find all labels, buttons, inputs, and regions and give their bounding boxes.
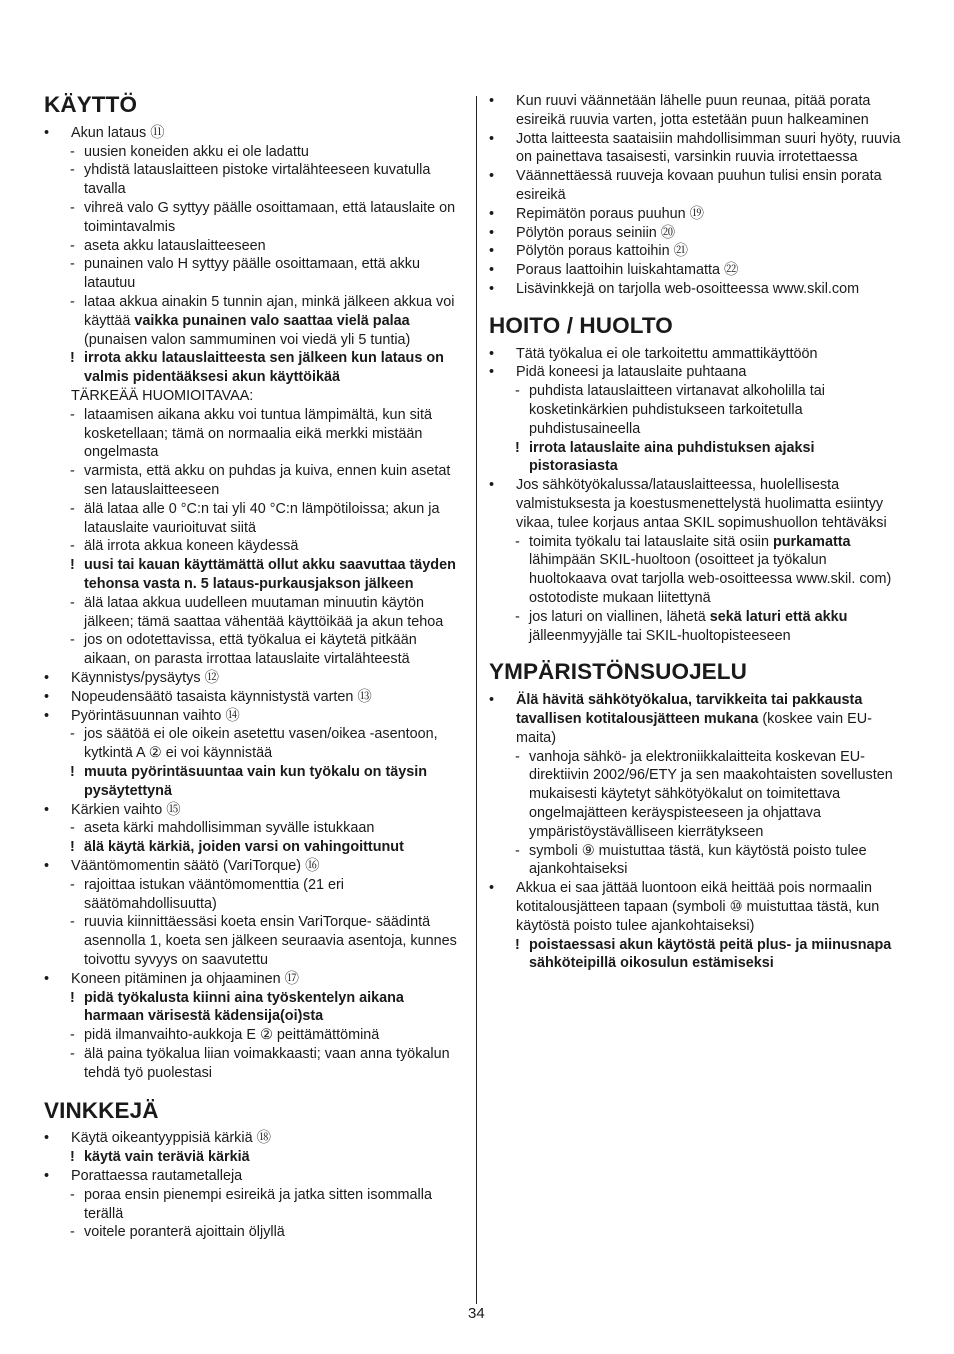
dash-icon: - xyxy=(70,500,75,517)
bullet-icon: • xyxy=(489,364,495,381)
body-text: poraa ensin pienempi esireikä ja jatka sitten isommalla terällä xyxy=(84,1186,432,1222)
dash-item xyxy=(44,819,466,838)
body-text: Poraus laattoihin luiskahtamatta ㉒ xyxy=(516,262,739,279)
body-text: symboli ⑨ muistuttaa tästä, kun käytöstä poisto tulee ajankohtaiseksi xyxy=(529,842,867,878)
dash-item xyxy=(44,876,466,914)
bullet-icon: • xyxy=(44,801,50,818)
bullet-icon: • xyxy=(44,688,50,705)
bullet-icon: • xyxy=(489,880,495,897)
dash-item xyxy=(489,842,907,880)
bold-text: Älä hävitä sähkötyökalua, tarvikkeita tai pakkausta tavallisen kotitalousjätteen mukana xyxy=(516,692,863,728)
body-text: Repimätön poraus puuhun ⑲ xyxy=(516,205,704,222)
warning-icon: ! xyxy=(515,936,520,953)
dash-item xyxy=(44,913,466,969)
body-text: Kärkien vaihto ⑮ xyxy=(71,801,181,818)
bold-text: sekä laturi että akku xyxy=(709,608,848,625)
section-vinkkeja xyxy=(44,1098,466,1243)
warning-item xyxy=(44,1148,466,1167)
bullet-icon: • xyxy=(44,124,50,141)
warning-item xyxy=(44,556,466,594)
bullet-icon: • xyxy=(44,1167,50,1184)
dash-item xyxy=(489,748,907,842)
dash-icon: - xyxy=(70,143,75,160)
dash-item xyxy=(44,462,466,500)
dash-item xyxy=(44,500,466,538)
bullet-item xyxy=(489,205,907,224)
section-hoito-huolto xyxy=(489,313,907,646)
bullet-item xyxy=(489,345,907,364)
bullet-item xyxy=(489,879,907,935)
body-text: Käytä oikeantyyppisiä kärkiä ⑱ xyxy=(71,1130,271,1147)
dash-icon: - xyxy=(70,1224,75,1241)
bullet-item xyxy=(489,92,907,130)
bullet-item xyxy=(44,688,466,707)
body-text: Väännettäessä ruuveja kovaan puuhun tulisi ensin porata esireikä xyxy=(516,168,882,203)
bullet-icon: • xyxy=(489,205,495,222)
dash-icon: - xyxy=(70,876,75,893)
body-text: pidä ilmanvaihto-aukkoja E ② peittämättöminä xyxy=(84,1027,380,1044)
dash-icon: - xyxy=(515,842,520,859)
warning-item xyxy=(44,349,466,387)
body-text: Pölytön poraus kattoihin ㉑ xyxy=(516,243,688,260)
dash-item xyxy=(489,382,907,438)
bullet-icon: • xyxy=(489,168,495,185)
body-text: punainen valo H syttyy päälle osoittamaan, että akku latautuu xyxy=(84,256,420,292)
body-text: aseta akku latauslaitteeseen xyxy=(84,237,266,254)
body-text: Lisävinkkejä on tarjolla web-osoitteessa www.skil.com xyxy=(516,280,860,297)
body-text: Käynnistys/pysäytys ⑫ xyxy=(71,669,219,686)
bullet-icon: • xyxy=(489,345,495,362)
body-text: Nopeudensäätö tasaista käynnistystä varten ⑬ xyxy=(71,688,372,705)
warning-icon: ! xyxy=(515,439,520,456)
bold-text: käytä vain teräviä kärkiä xyxy=(84,1149,250,1166)
body-text: Tätä työkalua ei ole tarkoitettu ammattikäyttöön xyxy=(516,345,818,362)
warning-icon: ! xyxy=(70,1149,75,1166)
body-text: ruuvia kiinnittäessäsi koeta ensin VariTorque- säädintä asennolla 1, koeta sen jälkeen seuraavia asentoja, kunnes toivottu syvyys on saavutettu xyxy=(84,914,457,968)
dash-item xyxy=(44,255,466,293)
bold-text: älä käytä kärkiä, joiden varsi on vahingoittunut xyxy=(84,839,404,856)
bullet-item xyxy=(44,857,466,876)
dash-icon: - xyxy=(515,608,520,625)
section-continued xyxy=(489,92,907,299)
dash-item xyxy=(44,1045,466,1083)
item-list xyxy=(44,1129,466,1242)
page-number: 34 xyxy=(468,1305,485,1322)
section-heading: VINKKEJÄ xyxy=(44,1097,159,1123)
body-text: Pölytön poraus seiniin ⑳ xyxy=(516,224,676,241)
body-text: aseta kärki mahdollisimman syvälle istukkaan xyxy=(84,820,375,837)
body-text: toimita työkalu tai latauslaite sitä osiin xyxy=(529,533,773,550)
body-text: (koskee vain EU-maita) xyxy=(516,711,872,746)
warning-icon: ! xyxy=(70,763,75,780)
bullet-icon: • xyxy=(489,262,495,279)
bullet-item xyxy=(489,691,907,747)
body-text: (punaisen valon sammuminen voi viedä yli 5 tuntia) xyxy=(84,331,411,348)
item-list xyxy=(44,124,466,1083)
body-text: Akkua ei saa jättää luontoon eikä heittää pois normaalin kotitalousjätteen tapaan (symboli ⑩ muistuttaa tästä, kun käytöstä poisto tulee ajankohtaiseksi) xyxy=(516,880,880,934)
body-text: Porattaessa rautametalleja xyxy=(71,1167,243,1184)
warning-item xyxy=(44,763,466,801)
dash-item xyxy=(44,1186,466,1224)
body-text: jos säätöä ei ole oikein asetettu vasen/oikea -asentoon, kytkintä A ② ei voi käynnistää xyxy=(84,726,438,762)
bullet-icon: • xyxy=(489,477,495,494)
dash-icon: - xyxy=(70,820,75,837)
bullet-icon: • xyxy=(44,669,50,686)
body-text: älä irrota akkua koneen käydessä xyxy=(84,538,299,555)
plain-text-line xyxy=(44,387,466,406)
bold-text: irrota latauslaite aina puhdistuksen ajaksi pistorasiasta xyxy=(529,439,815,475)
body-text: rajoittaa istukan vääntömomenttia (21 eri säätömahdollisuutta) xyxy=(84,876,344,912)
dash-icon: - xyxy=(70,237,75,254)
dash-icon: - xyxy=(515,533,520,550)
bullet-icon: • xyxy=(489,93,495,109)
item-list xyxy=(489,691,907,973)
dash-icon: - xyxy=(70,463,75,480)
section-ymparistonsuojelu xyxy=(489,659,907,973)
column-divider xyxy=(476,96,477,1304)
body-text: Koneen pitäminen ja ohjaaminen ⑰ xyxy=(71,970,300,987)
bullet-icon: • xyxy=(44,970,50,987)
dash-item xyxy=(44,725,466,763)
bold-text: purkamatta xyxy=(772,533,851,550)
bullet-item xyxy=(44,707,466,726)
bullet-item xyxy=(44,1129,466,1148)
dash-item xyxy=(489,608,907,646)
body-text: älä paina työkalua liian voimakkaasti; vaan anna työkalun tehdä työ puolestasi xyxy=(84,1045,450,1081)
bullet-item xyxy=(489,130,907,168)
bullet-icon: • xyxy=(489,130,495,147)
dash-item xyxy=(44,406,466,462)
bold-text: poistaessasi akun käytöstä peitä plus- ja miinusnapa sähköteipillä oikosulun estämiseksi xyxy=(529,936,892,972)
dash-icon: - xyxy=(70,200,75,217)
body-text: varmista, että akku on puhdas ja kuiva, ennen kuin asetat sen latauslaitteeseen xyxy=(84,463,451,499)
dash-item xyxy=(44,237,466,256)
dash-item xyxy=(44,1223,466,1242)
bullet-item xyxy=(489,242,907,261)
body-text: vihreä valo G syttyy päälle osoittamaan, että latauslaite on toimintavalmis xyxy=(84,200,456,235)
body-text: uusien koneiden akku ei ole ladattu xyxy=(84,143,309,160)
warning-item xyxy=(489,439,907,477)
item-list xyxy=(489,345,907,646)
body-text: yhdistä latauslaitteen pistoke virtalähteeseen kuvatulla tavalla xyxy=(84,162,431,198)
bold-text: vaikka punainen valo saattaa vielä palaa xyxy=(134,312,410,329)
warning-icon: ! xyxy=(70,557,75,574)
bullet-icon: • xyxy=(489,243,495,260)
item-list xyxy=(489,92,907,299)
body-text: Jotta laitteesta saataisiin mahdollisimman suuri hyöty, ruuvia on painettava tasaisesti, varsinkin ruuvia irrotettaessa xyxy=(516,130,901,166)
body-text: lataamisen aikana akku voi tuntua lämpimältä, kun sitä kosketellaan; tämä on normaalia eikä merkki mistään ongelmasta xyxy=(84,406,432,461)
dash-item xyxy=(44,631,466,669)
body-text: vanhoja sähkö- ja elektroniikkalaitteita koskevan EU-direktiivin 2002/96/ETY ja sen maakohtaisten sovellusten mukaisesti käytetyt sähkötyökalut on toimitettava ongelmajätteen keräyspisteeseen ja ohjattava ympäristöystävälliseen kierrätykseen xyxy=(529,748,893,840)
warning-icon: ! xyxy=(70,989,75,1006)
dash-icon: - xyxy=(515,383,520,400)
warning-icon: ! xyxy=(70,839,75,856)
dash-icon: - xyxy=(70,1186,75,1203)
dash-item xyxy=(44,199,466,237)
dash-icon: - xyxy=(70,406,75,423)
dash-item xyxy=(44,537,466,556)
warning-item xyxy=(44,838,466,857)
bullet-item xyxy=(44,124,466,143)
warning-item xyxy=(489,936,907,974)
body-text: Pyörintäsuunnan vaihto ⑭ xyxy=(71,707,240,724)
bullet-icon: • xyxy=(489,692,495,709)
dash-item xyxy=(44,594,466,632)
bullet-item xyxy=(489,261,907,280)
dash-item xyxy=(44,161,466,199)
bullet-item xyxy=(489,280,907,299)
section-kaytto xyxy=(44,92,466,1083)
section-heading: KÄYTTÖ xyxy=(44,92,138,117)
left-column xyxy=(44,92,466,1242)
dash-item xyxy=(44,143,466,162)
dash-icon: - xyxy=(70,594,75,611)
bullet-item xyxy=(489,167,907,205)
bullet-item xyxy=(489,224,907,243)
body-text: jälleenmyyjälle tai SKIL-huoltopisteeseen xyxy=(529,627,791,644)
dash-icon: - xyxy=(70,538,75,555)
bullet-icon: • xyxy=(44,707,50,724)
dash-icon: - xyxy=(70,632,75,649)
dash-item xyxy=(489,533,907,608)
body-text: Jos sähkötyökalussa/latauslaitteessa, huolellisesta valmistuksesta ja koestusmenettelystä huolimatta esiintyy vikaa, tulee korjaus antaa SKIL sopimushuollon tehtäväksi xyxy=(516,477,887,531)
bullet-icon: • xyxy=(489,280,495,297)
bullet-icon: • xyxy=(489,224,495,241)
body-text: voitele poranterä ajoittain öljyllä xyxy=(84,1224,285,1241)
dash-icon: - xyxy=(70,726,75,743)
bold-text: irrota akku latauslaitteesta sen jälkeen kun lataus on valmis pidentääksesi akun käyttöikää xyxy=(84,350,444,386)
body-text: lähimpään SKIL-huoltoon (osoitteet ja työkalun huoltokaava ovat tarjolla web-osoitteessa www.skil. com) ostotodiste mukaan liitettynä xyxy=(529,552,892,606)
section-heading: YMPÄRISTÖNSUOJELU xyxy=(489,659,747,685)
section-heading: HOITO / HUOLTO xyxy=(489,312,673,338)
bullet-item xyxy=(489,363,907,382)
body-text: Vääntömomentin säätö (VariTorque) ⑯ xyxy=(71,857,320,874)
warning-icon: ! xyxy=(70,350,75,367)
dash-icon: - xyxy=(70,1045,75,1062)
body-text: älä lataa akkua uudelleen muutaman minuutin käytön jälkeen; tämä saattaa vähentää käyttöikää ja akun tehoa xyxy=(84,594,444,630)
body-text: puhdista latauslaitteen virtanavat alkoholilla tai kosketinkärkien puhdistukseen tarkoitetulla puhdistusaineella xyxy=(529,383,825,437)
bullet-icon: • xyxy=(44,1130,50,1147)
dash-item xyxy=(44,293,466,349)
dash-icon: - xyxy=(70,1027,75,1044)
bold-text: pidä työkalusta kiinni aina työskentelyn aikana harmaan värisestä kädensija(oi)sta xyxy=(84,989,404,1025)
dash-icon: - xyxy=(70,294,75,311)
dash-icon: - xyxy=(70,256,75,273)
bullet-item xyxy=(44,1167,466,1186)
bullet-item xyxy=(44,669,466,688)
dash-icon: - xyxy=(70,162,75,179)
bullet-item xyxy=(489,476,907,532)
bullet-item xyxy=(44,970,466,989)
body-text: TÄRKEÄÄ HUOMIOITAVAA: xyxy=(71,388,254,405)
body-text: lataa akkua ainakin 5 tunnin ajan, minkä jälkeen akkua voi käyttää xyxy=(84,294,455,329)
right-column xyxy=(489,92,907,973)
warning-item xyxy=(44,989,466,1027)
bullet-icon: • xyxy=(44,857,50,874)
dash-item xyxy=(44,1026,466,1045)
body-text: Akun lataus ⑪ xyxy=(71,124,165,141)
dash-icon: - xyxy=(70,914,75,931)
body-text: jos laturi on viallinen, lähetä xyxy=(529,608,710,625)
bullet-item xyxy=(44,801,466,820)
body-text: Pidä koneesi ja latauslaite puhtaana xyxy=(516,364,747,381)
bold-text: muuta pyörintäsuuntaa vain kun työkalu on täysin pysäytettynä xyxy=(84,763,428,799)
body-text: älä lataa alle 0 °C:n tai yli 40 °C:n lämpötiloissa; akun ja latauslaite vaurioituvat siitä xyxy=(84,500,440,536)
dash-icon: - xyxy=(515,748,520,765)
bold-text: uusi tai kauan käyttämättä ollut akku saavuttaa täyden tehonsa vasta n. 5 lataus-purkausjakson jälkeen xyxy=(84,557,456,592)
body-text: Kun ruuvi väännetään lähelle puun reunaa, pitää porata esireikä ruuvia varten, jotta estetään puun halkeaminen xyxy=(516,93,871,128)
body-text: jos on odotettavissa, että työkalua ei käytetä pitkään aikaan, on parasta irrottaa latauslaite virtalähteestä xyxy=(84,632,417,668)
